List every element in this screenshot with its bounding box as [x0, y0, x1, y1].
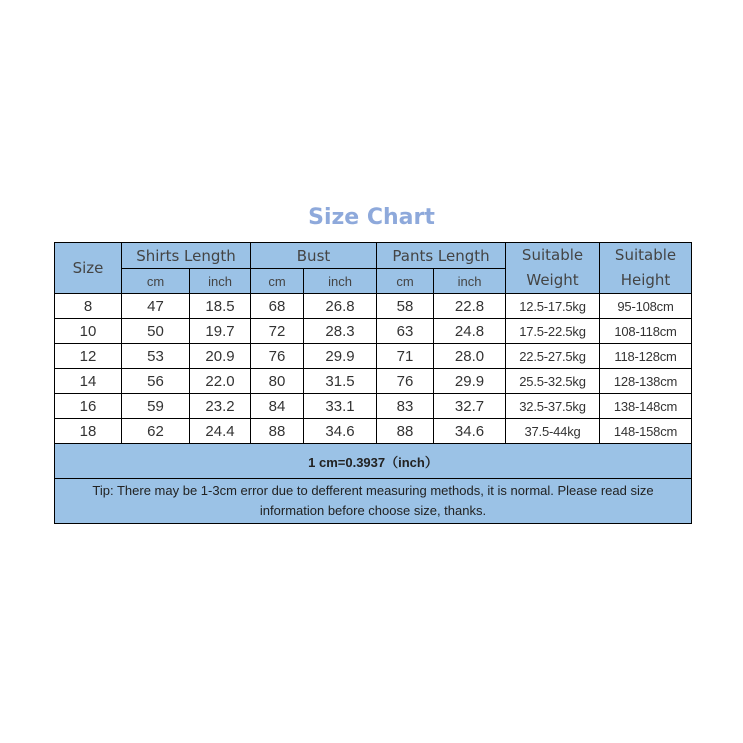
cell-size: 12	[55, 344, 122, 369]
header-pants-length: Pants Length	[377, 243, 506, 269]
tip-note: Tip: There may be 1-3cm error due to defferent measuring methods, it is normal. Please read size information before choose size, thanks.	[55, 479, 692, 524]
cell-pants-cm: 71	[377, 344, 434, 369]
tip-row	[55, 479, 692, 524]
cell-height: 95-108cm	[600, 294, 692, 319]
cell-bust-inch: 26.8	[304, 294, 377, 319]
cell-shirt-cm: 62	[122, 419, 190, 444]
conversion-note: 1 cm=0.3937（inch）	[55, 444, 692, 479]
cell-pants-inch: 29.9	[434, 369, 506, 394]
header-pants-cm: cm	[377, 269, 434, 294]
cell-bust-inch: 34.6	[304, 419, 377, 444]
cell-pants-inch: 34.6	[434, 419, 506, 444]
page-title: Size Chart	[308, 205, 435, 230]
cell-bust-inch: 31.5	[304, 369, 377, 394]
header-suitable-height-line1: Suitable	[614, 246, 677, 264]
header-size: Size	[55, 243, 122, 294]
conversion-row	[55, 444, 692, 479]
cell-bust-inch: 29.9	[304, 344, 377, 369]
table-row	[55, 294, 692, 319]
cell-bust-cm: 76	[251, 344, 304, 369]
cell-size: 18	[55, 419, 122, 444]
cell-pants-inch: 22.8	[434, 294, 506, 319]
cell-pants-inch: 28.0	[434, 344, 506, 369]
cell-shirt-inch: 22.0	[190, 369, 251, 394]
header-shirts-length: Shirts Length	[122, 243, 251, 269]
cell-height: 108-118cm	[600, 319, 692, 344]
cell-bust-inch: 28.3	[304, 319, 377, 344]
header-row-1	[55, 243, 692, 269]
header-bust: Bust	[251, 243, 377, 269]
cell-shirt-cm: 53	[122, 344, 190, 369]
table-row	[55, 369, 692, 394]
header-shirt-inch: inch	[190, 269, 251, 294]
cell-pants-cm: 83	[377, 394, 434, 419]
cell-size: 16	[55, 394, 122, 419]
cell-height: 118-128cm	[600, 344, 692, 369]
cell-bust-cm: 68	[251, 294, 304, 319]
cell-shirt-inch: 24.4	[190, 419, 251, 444]
header-pants-inch: inch	[434, 269, 506, 294]
table-row	[55, 394, 692, 419]
cell-weight: 17.5-22.5kg	[506, 319, 600, 344]
cell-height: 138-148cm	[600, 394, 692, 419]
cell-shirt-inch: 20.9	[190, 344, 251, 369]
header-suitable-weight-line2: Weight	[526, 271, 579, 289]
header-bust-inch: inch	[304, 269, 377, 294]
header-suitable-weight-line1: Suitable	[521, 246, 584, 264]
cell-bust-cm: 80	[251, 369, 304, 394]
cell-weight: 25.5-32.5kg	[506, 369, 600, 394]
cell-pants-cm: 88	[377, 419, 434, 444]
cell-shirt-inch: 23.2	[190, 394, 251, 419]
cell-pants-inch: 32.7	[434, 394, 506, 419]
cell-bust-cm: 72	[251, 319, 304, 344]
cell-bust-cm: 88	[251, 419, 304, 444]
cell-shirt-cm: 50	[122, 319, 190, 344]
size-chart-table	[54, 242, 692, 524]
table-row	[55, 344, 692, 369]
cell-weight: 12.5-17.5kg	[506, 294, 600, 319]
header-suitable-weight	[506, 243, 600, 294]
cell-shirt-cm: 47	[122, 294, 190, 319]
cell-size: 8	[55, 294, 122, 319]
header-suitable-height	[600, 243, 692, 294]
cell-height: 128-138cm	[600, 369, 692, 394]
cell-size: 14	[55, 369, 122, 394]
cell-pants-cm: 58	[377, 294, 434, 319]
cell-size: 10	[55, 319, 122, 344]
table-row	[55, 319, 692, 344]
cell-shirt-inch: 19.7	[190, 319, 251, 344]
cell-pants-cm: 76	[377, 369, 434, 394]
cell-bust-inch: 33.1	[304, 394, 377, 419]
cell-pants-cm: 63	[377, 319, 434, 344]
cell-weight: 37.5-44kg	[506, 419, 600, 444]
cell-weight: 22.5-27.5kg	[506, 344, 600, 369]
header-shirt-cm: cm	[122, 269, 190, 294]
header-suitable-height-line2: Height	[620, 271, 671, 289]
cell-shirt-inch: 18.5	[190, 294, 251, 319]
cell-shirt-cm: 56	[122, 369, 190, 394]
cell-weight: 32.5-37.5kg	[506, 394, 600, 419]
cell-bust-cm: 84	[251, 394, 304, 419]
cell-height: 148-158cm	[600, 419, 692, 444]
header-bust-cm: cm	[251, 269, 304, 294]
cell-pants-inch: 24.8	[434, 319, 506, 344]
table-row	[55, 419, 692, 444]
cell-shirt-cm: 59	[122, 394, 190, 419]
